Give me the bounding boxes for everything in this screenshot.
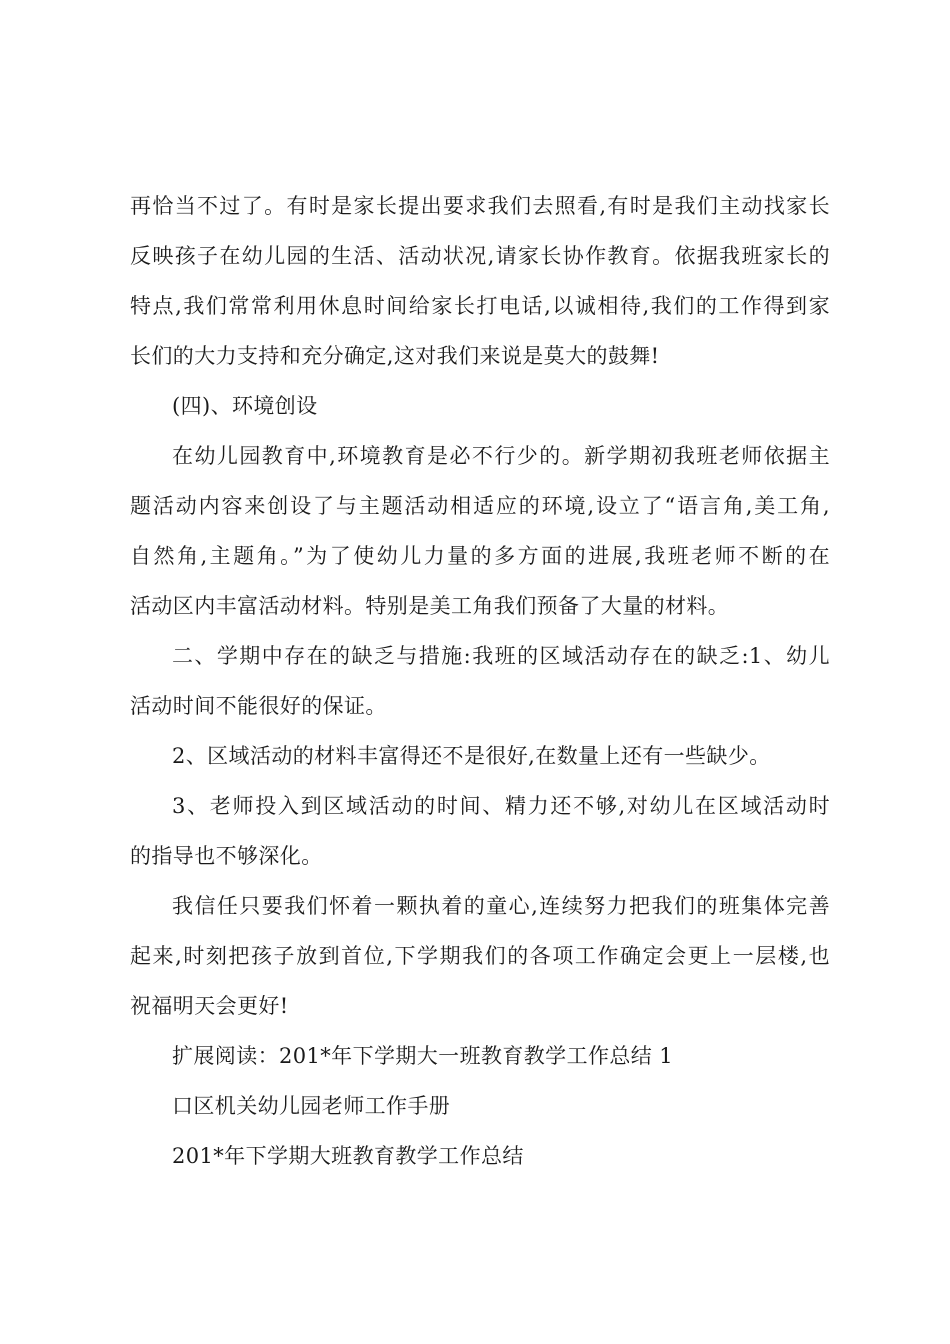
paragraph-line: 祝福明天会更好! <box>130 994 289 1018</box>
paragraph-line: 我信任只要我们怀着一颗执着的童心,连续努力把我们的班集体完善 <box>172 894 830 918</box>
paragraph-line: 反映孩子在幼儿园的生活、活动状况,请家长协作教育。依据我班家长的 <box>130 244 830 268</box>
paragraph-line: 活动时间不能很好的保证。 <box>130 694 387 718</box>
summary-title: 201*年下学期大班教育教学工作总结 <box>172 1144 524 1168</box>
paragraph-line: 起来,时刻把孩子放到首位,下学期我们的各项工作确定会更上一层楼,也 <box>130 944 830 968</box>
paragraph-line: 在幼儿园教育中,环境教育是必不行少的。新学期初我班老师依据主 <box>172 444 830 468</box>
section-heading: (四)、环境创设 <box>172 394 318 418</box>
paragraph-line: 自然角,主题角。”为了使幼儿力量的多方面的进展,我班老师不断的在 <box>130 544 830 568</box>
paragraph-line: 长们的大力支持和充分确定,这对我们来说是莫大的鼓舞! <box>130 344 660 368</box>
paragraph-line: 特点,我们常常利用休息时间给家长打电话,以诚相待,我们的工作得到家 <box>130 294 830 318</box>
paragraph-line: 再恰当不过了。有时是家长提出要求我们去照看,有时是我们主动找家长 <box>130 194 830 218</box>
paragraph-line: 2、区域活动的材料丰富得还不是很好,在数量上还有一些缺少。 <box>172 744 771 768</box>
extended-reading-title: 扩展阅读：201*年下学期大一班教育教学工作总结 1 <box>172 1044 674 1068</box>
paragraph-line: 二、学期中存在的缺乏与措施:我班的区域活动存在的缺乏:1、幼儿 <box>172 644 830 668</box>
handbook-title: 口区机关幼儿园老师工作手册 <box>172 1094 451 1118</box>
paragraph-line: 的指导也不够深化。 <box>130 844 323 868</box>
paragraph-line: 题活动内容来创设了与主题活动相适应的环境,设立了“语言角,美工角, <box>130 494 830 518</box>
paragraph-line: 3、老师投入到区域活动的时间、精力还不够,对幼儿在区域活动时 <box>172 794 830 818</box>
paragraph-line: 活动区内丰富活动材料。特别是美工角我们预备了大量的材料。 <box>130 594 730 618</box>
